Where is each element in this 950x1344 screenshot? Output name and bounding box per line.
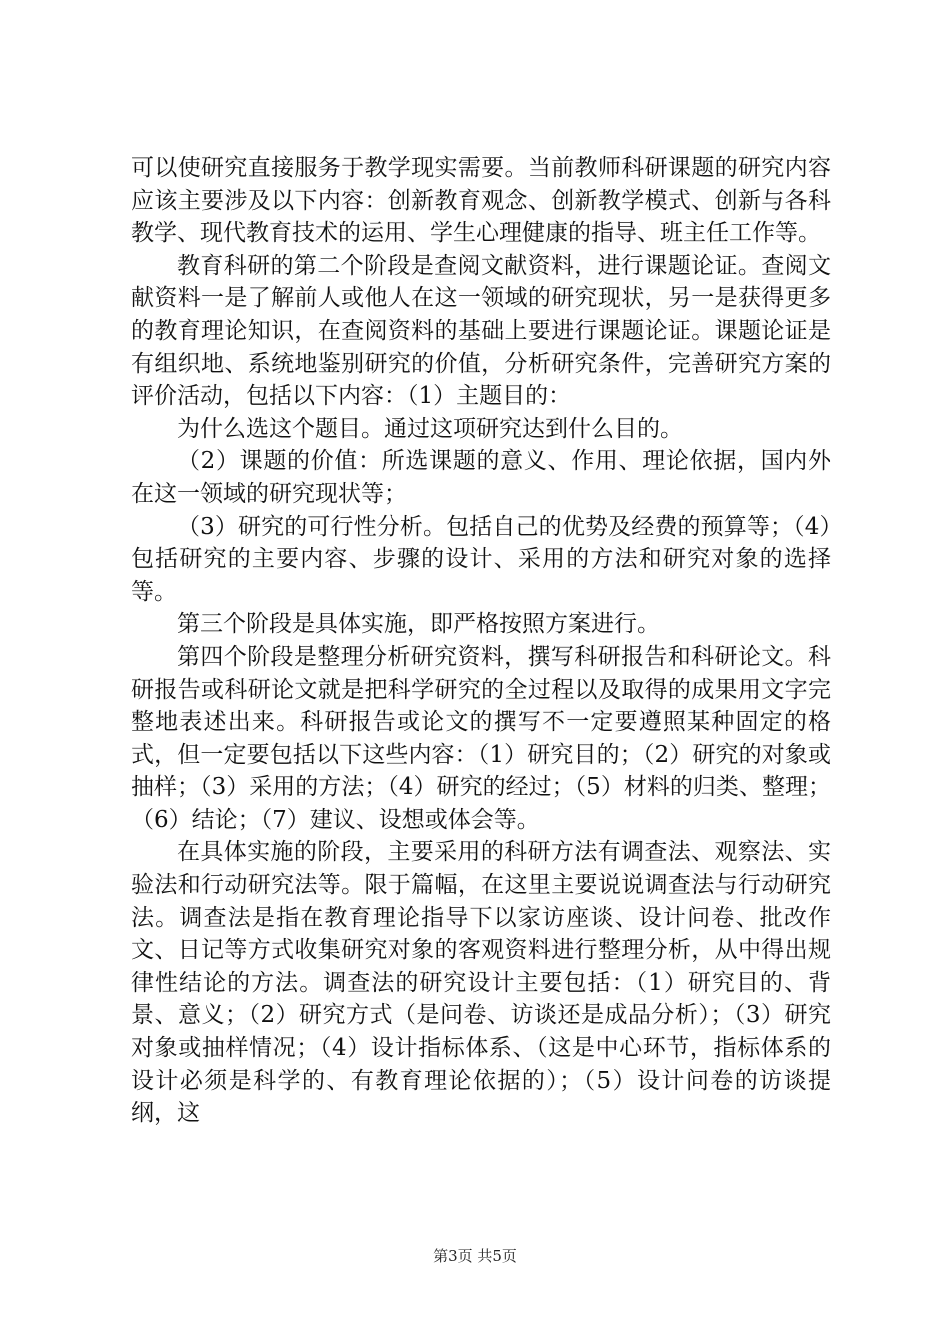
paragraph-7: 第四个阶段是整理分析研究资料，撰写科研报告和科研论文。科研报告或科研论文就是把科学研究的全过程以及取得的成果用文字完整地表述出来。科研报告或论文的撰写不一定要遵照某种固定的格式，但一定要包括以下这些内容：（1）研究目的；（2）研究的对象或抽样；（3）采用的方法；（4）研究的经过；（5）材料的归类、整理；（6）结论；（7）建议、设想或体会等。 — [131, 643, 831, 833]
page-footer: 第3页 共5页 — [433, 1247, 517, 1265]
paragraph-5: （3）研究的可行性分析。包括自己的优势及经费的预算等；（4）包括研究的主要内容、步骤的设计、采用的方法和研究对象的选择等。 — [131, 513, 831, 605]
paragraph-2: 教育科研的第二个阶段是查阅文献资料，进行课题论证。查阅文献资料一是了解前人或他人在这一领域的研究现状，另一是获得更多的教育理论知识，在查阅资料的基础上要进行课题论证。课题论证是有组织地、系统地鉴别研究的价值，分析研究条件，完善研究方案的评价活动，包括以下内容：（1）主题目的： — [131, 252, 831, 410]
paragraph-4: （2）课题的价值：所选课题的意义、作用、理论依据，国内外在这一领域的研究现状等； — [131, 448, 831, 507]
body-text — [131, 152, 831, 1130]
paragraph-6: 第三个阶段是具体实施，即严格按照方案进行。 — [177, 611, 660, 638]
paragraph-8: 在具体实施的阶段，主要采用的科研方法有调查法、观察法、实验法和行动研究法等。限于篇幅，在这里主要说说调查法与行动研究法。调查法是指在教育理论指导下以家访座谈、设计问卷、批改作文、日记等方式收集研究对象的客观资料进行整理分析，从中得出规律性结论的方法。调查法的研究设计主要包括：（1）研究目的、背景、意义；（2）研究方式（是问卷、访谈还是成品分析）；（3）研究对象或抽样情况；（4）设计指标体系、（这是中心环节，指标体系的设计必须是科学的、有教育理论依据的）；（5）设计问卷的访谈提纲，这 — [131, 839, 831, 1127]
paragraph-1: 可以使研究直接服务于教学现实需要。当前教师科研课题的研究内容应该主要涉及以下内容：创新教育观念、创新教学模式、创新与各科教学、现代教育技术的运用、学生心理健康的指导、班主任工作等。 — [131, 155, 831, 247]
paragraph-3: 为什么选这个题目。通过这项研究达到什么目的。 — [177, 415, 683, 442]
